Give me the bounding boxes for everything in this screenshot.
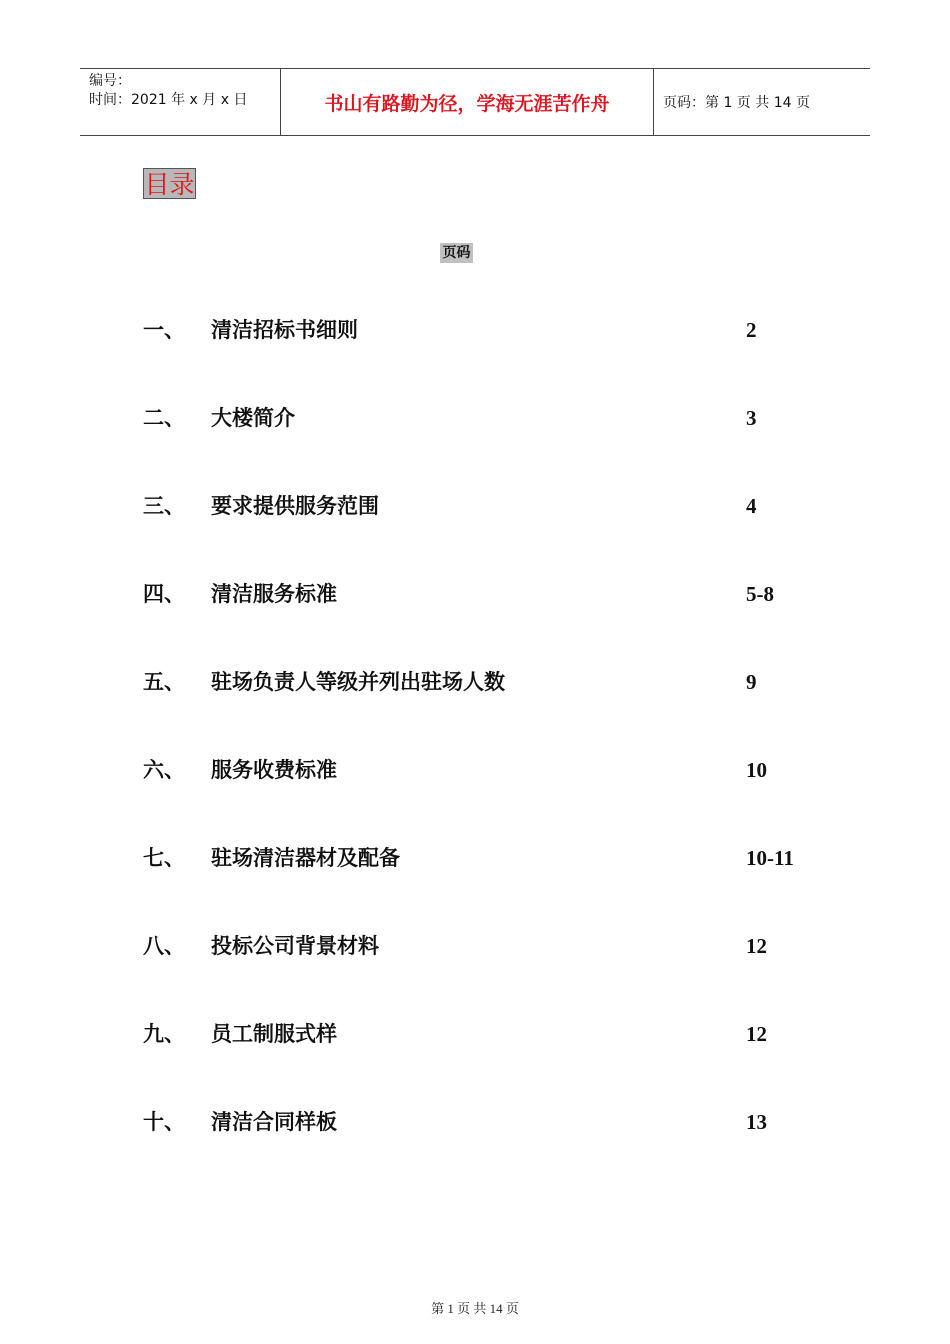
number-label: 编号： <box>89 73 131 89</box>
toc-item <box>143 579 843 609</box>
toc-item-number: 六、 <box>143 758 185 782</box>
toc-item-page: 13 <box>746 1110 767 1134</box>
header-meta <box>80 69 281 135</box>
toc-item-page: 10 <box>746 758 767 782</box>
toc-item <box>143 1019 843 1049</box>
page-column-label: 页码 <box>440 243 473 263</box>
time-label: 时间：2021 年 x 月 x 日 <box>89 92 248 108</box>
toc-item <box>143 403 843 433</box>
toc-item-text: 服务收费标准 <box>211 758 337 782</box>
toc-item <box>143 667 843 697</box>
page-footer: 第 1 页 共 14 页 <box>431 1301 519 1316</box>
toc-item-number: 四、 <box>143 582 185 606</box>
toc-item-number: 一、 <box>143 318 185 342</box>
toc-item-page: 2 <box>746 318 757 342</box>
toc-item-text: 要求提供服务范围 <box>211 494 379 518</box>
header-motto: 书山有路勤为径，学海无涯苦作舟 <box>281 69 654 135</box>
toc-item-number: 九、 <box>143 1022 185 1046</box>
toc-item <box>143 491 843 521</box>
toc-item-number: 八、 <box>143 934 185 958</box>
toc-item <box>143 315 843 345</box>
toc-item-text: 清洁招标书细则 <box>211 318 358 342</box>
toc-item-number: 五、 <box>143 670 185 694</box>
toc-item-page: 3 <box>746 406 757 430</box>
toc-item-page: 4 <box>746 494 757 518</box>
toc-item-number: 三、 <box>143 494 185 518</box>
toc-item-text: 投标公司背景材料 <box>211 934 379 958</box>
toc-item <box>143 755 843 785</box>
page-header <box>80 68 870 136</box>
toc-item-page: 12 <box>746 1022 767 1046</box>
toc-item-number: 二、 <box>143 406 185 430</box>
toc-item-text: 员工制服式样 <box>211 1022 337 1046</box>
toc-item-text: 驻场清洁器材及配备 <box>211 846 400 870</box>
toc-item-text: 驻场负责人等级并列出驻场人数 <box>211 670 505 694</box>
toc-item <box>143 931 843 961</box>
toc-item-page: 12 <box>746 934 767 958</box>
header-page-info: 页码：第 1 页 共 14 页 <box>663 95 810 111</box>
toc-item-text: 清洁合同样板 <box>211 1110 337 1134</box>
toc-item-page: 10-11 <box>746 846 794 870</box>
toc-title: 目录 <box>144 170 195 199</box>
toc-item-text: 大楼简介 <box>211 406 295 430</box>
toc-item-number: 十、 <box>143 1110 185 1134</box>
toc-item-page: 9 <box>746 670 757 694</box>
toc-item-page: 5-8 <box>746 582 774 606</box>
toc-item-text: 清洁服务标准 <box>211 582 337 606</box>
toc-item <box>143 1107 843 1137</box>
toc-item <box>143 843 843 873</box>
toc-item-number: 七、 <box>143 846 185 870</box>
